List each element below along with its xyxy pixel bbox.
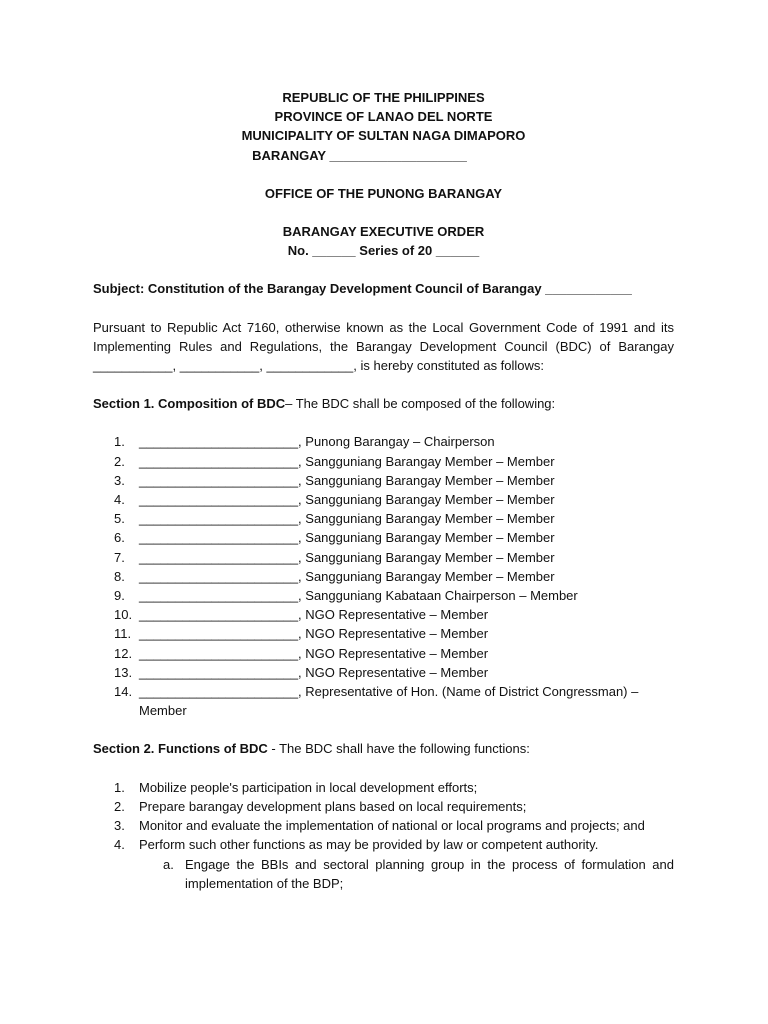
document-page (93, 88, 674, 893)
list-item: 3. ______________________, Sangguniang Barangay Member – Member (114, 472, 555, 488)
sub-list-item: a. Engage the BBIs and sectoral planning group in the process of formulation and implementation of the BDP; (163, 856, 674, 891)
list-item: 3. Monitor and evaluate the implementation of national or local programs and projects; and (114, 818, 645, 834)
composition-list (93, 432, 674, 720)
section2-heading-line (93, 739, 674, 758)
list-item: 1. Mobilize people's participation in local development efforts; (114, 779, 478, 795)
office-title: OFFICE OF THE PUNONG BARANGAY (264, 185, 503, 201)
list-item: 9. ______________________, Sangguniang Kabataan Chairperson – Member (114, 588, 578, 604)
functions-list (93, 778, 674, 893)
list-item: 1. ______________________, Punong Barangay – Chairperson (114, 434, 495, 450)
list-item: 13. ______________________, NGO Representative – Member (114, 664, 489, 680)
list-item: 12. ______________________, NGO Representative – Member (114, 645, 489, 661)
section2-text: - The BDC shall have the following functions: (267, 741, 530, 757)
list-item: 4. ______________________, Sangguniang Barangay Member – Member (114, 492, 555, 508)
list-item: 2. ______________________, Sangguniang Barangay Member – Member (114, 453, 555, 469)
header-barangay: BARANGAY ___________________ (252, 147, 467, 163)
list-item: 7. ______________________, Sangguniang Barangay Member – Member (114, 549, 555, 565)
list-item: 6. ______________________, Sangguniang Barangay Member – Member (114, 530, 555, 546)
list-item: 11. ______________________, NGO Representative – Member (114, 626, 489, 642)
section1-heading: Section 1. Composition of BDC (93, 396, 286, 412)
list-item: 10. ______________________, NGO Representative – Member (114, 607, 489, 623)
list-item: 4. Perform such other functions as may be provided by law or competent authority. (114, 837, 599, 853)
section1-heading-line (93, 394, 674, 413)
order-number: No. ______ Series of 20 ______ (287, 243, 480, 259)
subject-line: Subject: Constitution of the Barangay Development Council of Barangay ____________ (93, 281, 632, 297)
list-item: 8. ______________________, Sangguniang Barangay Member – Member (114, 568, 555, 584)
list-item: 14. ______________________, Representative of Hon. (Name of District Congressman) – Member (114, 684, 639, 719)
header-province: PROVINCE OF LANAO DEL NORTE (274, 109, 493, 125)
list-item: 2. Prepare barangay development plans based on local requirements; (114, 798, 527, 814)
list-item: 5. ______________________, Sangguniang Barangay Member – Member (114, 511, 555, 527)
section1-text: – The BDC shall be composed of the following: (285, 396, 556, 412)
header-municipality: MUNICIPALITY OF SULTAN NAGA DIMAPORO (241, 128, 526, 144)
order-title: BARANGAY EXECUTIVE ORDER (282, 224, 485, 240)
section2-heading: Section 2. Functions of BDC (93, 741, 268, 757)
header-republic: REPUBLIC OF THE PHILIPPINES (282, 90, 485, 105)
intro-paragraph: Pursuant to Republic Act 7160, otherwise known as the Local Government Code of 1991 and its Implementing Rules and Regulations, the Barangay Development Council (BDC) of Barangay ___________, ___________, ____________, is hereby constituted as follows: (93, 319, 674, 374)
